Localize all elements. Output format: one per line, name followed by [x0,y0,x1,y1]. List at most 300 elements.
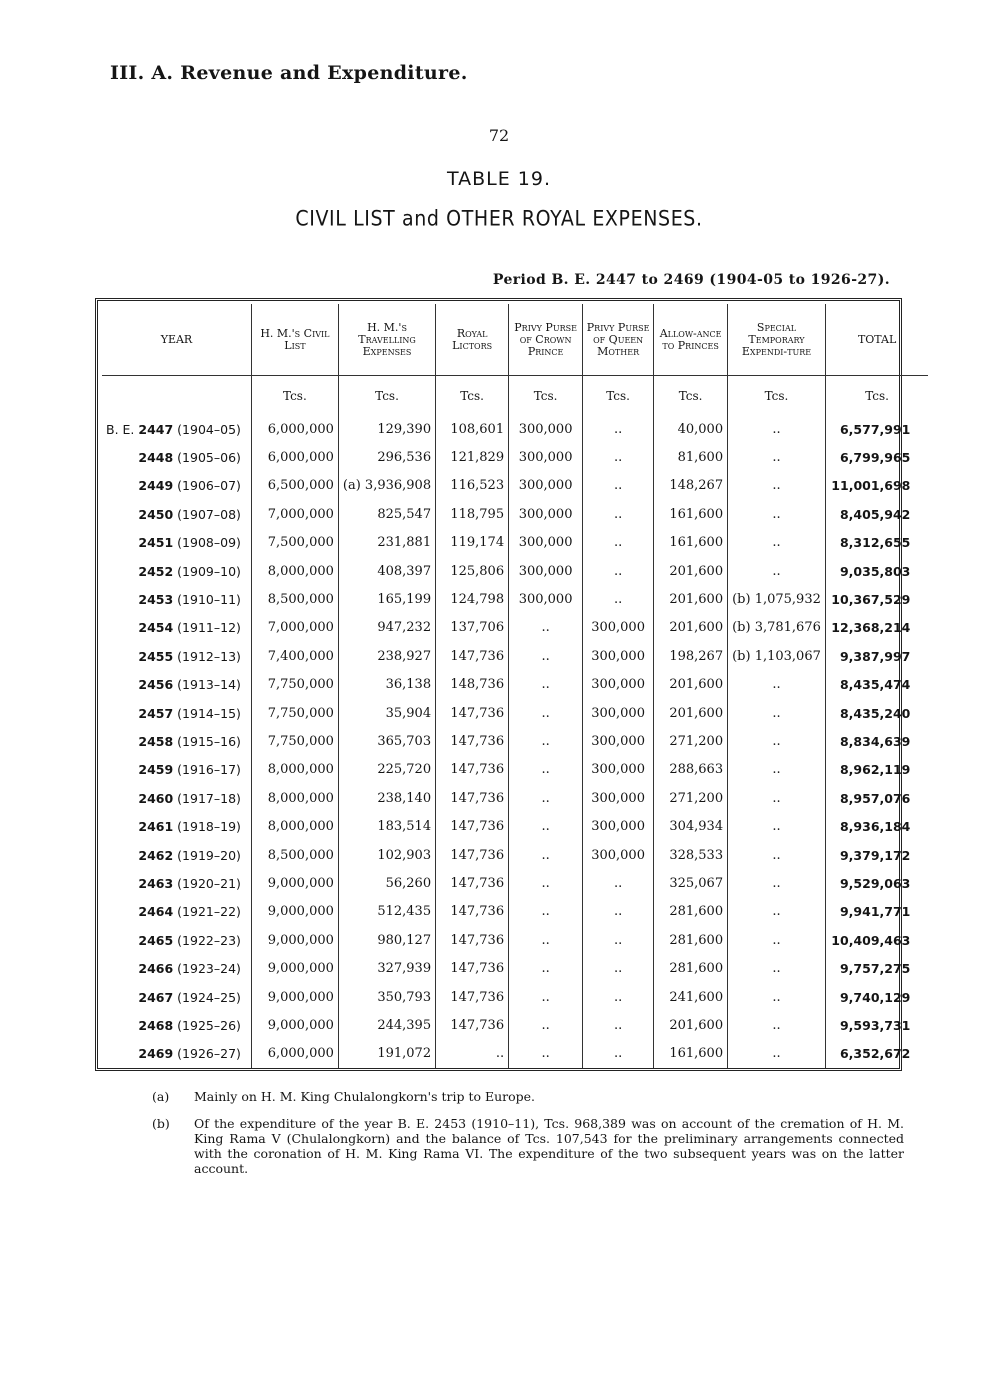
year-be: 2450 [138,506,174,522]
footnote-b-text: Of the expenditure of the year B. E. 2453 (1910–11), Tcs. 968,389 was on account of the cremation of H. M. King Rama V (Chulalongkorn) and the balance of Tcs. 107,543 for the preliminary arrangements connected with the coronation of H. M. King Rama VI. The expenditure of the two subsequent years was on the latter account. [194,1116,904,1176]
cell-year [102,642,251,670]
cell-crown-prince: 300,000 [509,500,583,528]
cell-year [102,500,251,528]
table-row [102,1011,928,1039]
year-be: 2460 [138,790,174,806]
cell-civil-list: 7,750,000 [251,699,338,727]
col-header-travelling-expenses: H. M.'s Travelling Expenses [338,304,435,376]
year-be: 2459 [138,762,174,778]
table-row [102,784,928,812]
year-ad: (1906–07) [177,478,241,494]
cell-total: 9,035,803 [825,557,928,585]
cell-year [102,756,251,784]
cell-civil-list: 7,000,000 [251,500,338,528]
cell-crown-prince: .. [509,812,583,840]
cell-royal-lictors: 119,174 [436,529,509,557]
year-be: 2461 [138,819,174,835]
cell-princes: 198,267 [654,642,728,670]
cell-crown-prince: .. [509,841,583,869]
table-row [102,898,928,926]
cell-crown-prince: .. [509,727,583,755]
cell-princes: 201,600 [654,671,728,699]
cell-total: 8,957,076 [825,784,928,812]
cell-royal-lictors: 147,736 [436,756,509,784]
cell-special: .. [728,784,826,812]
year-ad: (1923–24) [177,961,241,977]
cell-special: (b) 1,075,932 [728,585,826,613]
cell-civil-list: 8,500,000 [251,585,338,613]
year-be: 2453 [138,592,174,608]
year-be: 2464 [138,904,174,920]
col-header-total: TOTAL [825,304,928,376]
cell-special: .. [728,557,826,585]
cell-total: 8,962,119 [825,756,928,784]
table-row [102,614,928,642]
cell-royal-lictors: 124,798 [436,585,509,613]
cell-crown-prince: .. [509,642,583,670]
cell-total: 11,001,698 [825,472,928,500]
cell-royal-lictors: 147,736 [436,784,509,812]
cell-special: .. [728,699,826,727]
cell-total: 8,405,942 [825,500,928,528]
year-ad: (1916–17) [177,762,241,778]
year-ad: (1914–15) [177,705,241,721]
cell-special: .. [728,1011,826,1039]
unit-cell: Tcs. [436,376,509,416]
cell-civil-list: 7,400,000 [251,642,338,670]
cell-royal-lictors: 147,736 [436,954,509,982]
cell-queen-mother: 300,000 [583,812,654,840]
table-row [102,869,928,897]
cell-royal-lictors: 137,706 [436,614,509,642]
unit-cell: Tcs. [728,376,826,416]
cell-royal-lictors: 147,736 [436,642,509,670]
cell-year [102,529,251,557]
year-be: 2458 [138,733,174,749]
col-header-special: Special Temporary Expendi-ture [728,304,826,376]
cell-total: 8,435,240 [825,699,928,727]
cell-princes: 161,600 [654,529,728,557]
cell-queen-mother: 300,000 [583,614,654,642]
cell-year [102,784,251,812]
cell-civil-list: 8,000,000 [251,557,338,585]
table-row [102,727,928,755]
cell-travelling-expenses: 238,927 [338,642,435,670]
cell-crown-prince: .. [509,784,583,812]
year-be: 2455 [138,648,174,664]
cell-year [102,727,251,755]
cell-princes: 161,600 [654,500,728,528]
cell-princes: 201,600 [654,557,728,585]
cell-crown-prince: .. [509,756,583,784]
footnote-b [152,1116,904,1176]
cell-total: 10,367,529 [825,585,928,613]
cell-princes: 201,600 [654,699,728,727]
table-row [102,500,928,528]
cell-crown-prince: .. [509,1040,583,1068]
cell-royal-lictors: .. [436,1040,509,1068]
cell-total: 12,368,214 [825,614,928,642]
cell-special: .. [728,954,826,982]
cell-princes: 40,000 [654,415,728,443]
cell-queen-mother: .. [583,869,654,897]
year-ad: (1922–23) [177,932,241,948]
cell-total: 8,435,474 [825,671,928,699]
cell-civil-list: 6,000,000 [251,443,338,471]
cell-travelling-expenses: 56,260 [338,869,435,897]
units-row [102,376,928,416]
cell-queen-mother: .. [583,585,654,613]
cell-total: 8,936,184 [825,812,928,840]
cell-crown-prince: .. [509,671,583,699]
cell-princes: 201,600 [654,585,728,613]
cell-travelling-expenses: 129,390 [338,415,435,443]
cell-special: .. [728,1040,826,1068]
cell-crown-prince: .. [509,699,583,727]
cell-royal-lictors: 147,736 [436,898,509,926]
cell-total: 9,740,129 [825,983,928,1011]
cell-travelling-expenses: 238,140 [338,784,435,812]
cell-special: (b) 1,103,067 [728,642,826,670]
year-ad: (1926–27) [177,1046,241,1062]
page-number: 72 [488,126,510,145]
cell-year [102,869,251,897]
cell-civil-list: 8,000,000 [251,812,338,840]
cell-travelling-expenses: 825,547 [338,500,435,528]
year-ad: (1912–13) [177,648,241,664]
cell-special: .. [728,671,826,699]
unit-cell: Tcs. [825,376,928,416]
year-ad: (1913–14) [177,677,241,693]
cell-travelling-expenses: 102,903 [338,841,435,869]
footnote-b-mark: (b) [152,1116,170,1131]
cell-queen-mother: 300,000 [583,784,654,812]
year-be: 2451 [138,535,174,551]
cell-princes: 328,533 [654,841,728,869]
table-row [102,954,928,982]
cell-civil-list: 9,000,000 [251,869,338,897]
cell-queen-mother: 300,000 [583,642,654,670]
year-be: 2454 [138,620,174,636]
cell-special: .. [728,500,826,528]
cell-year [102,1011,251,1039]
cell-travelling-expenses: 183,514 [338,812,435,840]
cell-civil-list: 8,500,000 [251,841,338,869]
cell-total: 9,941,771 [825,898,928,926]
cell-total: 8,312,655 [825,529,928,557]
col-header-royal-lictors: Royal Lictors [436,304,509,376]
cell-royal-lictors: 116,523 [436,472,509,500]
cell-civil-list: 8,000,000 [251,784,338,812]
cell-travelling-expenses: 225,720 [338,756,435,784]
year-be: 2469 [138,1046,174,1062]
cell-crown-prince: 300,000 [509,443,583,471]
cell-year [102,954,251,982]
cell-travelling-expenses: 327,939 [338,954,435,982]
cell-travelling-expenses: 35,904 [338,699,435,727]
cell-year [102,585,251,613]
table-title: CIVIL LIST and OTHER ROYAL EXPENSES. [295,206,703,232]
year-ad: (1915–16) [177,733,241,749]
year-ad: (1921–22) [177,904,241,920]
col-header-civil-list: H. M.'s Civil List [251,304,338,376]
cell-royal-lictors: 147,736 [436,841,509,869]
cell-travelling-expenses: (a) 3,936,908 [338,472,435,500]
cell-queen-mother: .. [583,1011,654,1039]
cell-total: 6,352,672 [825,1040,928,1068]
cell-total: 9,529,063 [825,869,928,897]
year-ad: (1919–20) [177,847,241,863]
cell-royal-lictors: 108,601 [436,415,509,443]
cell-royal-lictors: 118,795 [436,500,509,528]
table-row [102,472,928,500]
cell-travelling-expenses: 512,435 [338,898,435,926]
cell-crown-prince: 300,000 [509,415,583,443]
cell-princes: 288,663 [654,756,728,784]
cell-travelling-expenses: 191,072 [338,1040,435,1068]
cell-special: .. [728,869,826,897]
year-ad: (1907–08) [177,506,241,522]
cell-royal-lictors: 148,736 [436,671,509,699]
unit-cell: Tcs. [509,376,583,416]
table-row [102,983,928,1011]
cell-total: 9,593,731 [825,1011,928,1039]
cell-royal-lictors: 147,736 [436,812,509,840]
cell-crown-prince: .. [509,614,583,642]
cell-special: .. [728,529,826,557]
cell-civil-list: 9,000,000 [251,983,338,1011]
cell-royal-lictors: 147,736 [436,926,509,954]
cell-royal-lictors: 147,736 [436,727,509,755]
cell-year [102,699,251,727]
cell-princes: 281,600 [654,954,728,982]
year-be: 2462 [138,847,174,863]
unit-cell: Tcs. [338,376,435,416]
table-row [102,812,928,840]
cell-crown-prince: 300,000 [509,529,583,557]
cell-royal-lictors: 147,736 [436,699,509,727]
col-header-year: YEAR [102,304,251,376]
year-ad: (1905–06) [177,450,241,466]
cell-queen-mother: 300,000 [583,756,654,784]
year-be: 2457 [138,705,174,721]
year-ad: (1925–26) [177,1017,241,1033]
cell-total: 10,409,463 [825,926,928,954]
cell-princes: 281,600 [654,898,728,926]
cell-civil-list: 7,500,000 [251,529,338,557]
cell-crown-prince: .. [509,983,583,1011]
cell-princes: 271,200 [654,727,728,755]
cell-total: 6,799,965 [825,443,928,471]
col-header-crown-prince: Privy Purse of Crown Prince [509,304,583,376]
col-header-queen-mother: Privy Purse of Queen Mother [583,304,654,376]
year-ad: (1910–11) [177,592,241,608]
cell-special: .. [728,841,826,869]
cell-travelling-expenses: 350,793 [338,983,435,1011]
cell-queen-mother: .. [583,983,654,1011]
cell-princes: 241,600 [654,983,728,1011]
table-row [102,443,928,471]
cell-princes: 81,600 [654,443,728,471]
cell-crown-prince: .. [509,898,583,926]
cell-year [102,983,251,1011]
cell-special: .. [728,472,826,500]
cell-queen-mother: .. [583,529,654,557]
cell-travelling-expenses: 36,138 [338,671,435,699]
cell-civil-list: 6,000,000 [251,415,338,443]
cell-special: .. [728,415,826,443]
table-row [102,415,928,443]
cell-crown-prince: 300,000 [509,557,583,585]
cell-royal-lictors: 147,736 [436,983,509,1011]
cell-princes: 201,600 [654,614,728,642]
cell-year [102,926,251,954]
cell-year [102,443,251,471]
cell-queen-mother: .. [583,954,654,982]
cell-princes: 304,934 [654,812,728,840]
year-be: 2448 [138,450,174,466]
year-ad: (1920–21) [177,875,241,891]
year-ad: (1924–25) [177,989,241,1005]
cell-civil-list: 9,000,000 [251,926,338,954]
unit-cell: Tcs. [251,376,338,416]
cell-queen-mother: 300,000 [583,671,654,699]
cell-royal-lictors: 125,806 [436,557,509,585]
cell-special: .. [728,756,826,784]
table-row [102,1040,928,1068]
year-be: 2466 [138,961,174,977]
year-ad: (1904–05) [177,421,241,437]
cell-travelling-expenses: 231,881 [338,529,435,557]
cell-queen-mother: 300,000 [583,841,654,869]
year-be: 2447 [138,421,174,437]
cell-year [102,415,251,443]
cell-civil-list: 8,000,000 [251,756,338,784]
cell-total: 9,757,275 [825,954,928,982]
cell-total: 6,577,991 [825,415,928,443]
year-be: 2449 [138,478,174,494]
cell-total: 9,379,172 [825,841,928,869]
footnote-a-text: Mainly on H. M. King Chulalongkorn's trip to Europe. [194,1089,536,1104]
year-be: 2468 [138,1017,174,1033]
cell-year [102,898,251,926]
table-row [102,642,928,670]
cell-total: 9,387,997 [825,642,928,670]
year-prefix: B. E. [106,421,135,437]
cell-travelling-expenses: 244,395 [338,1011,435,1039]
cell-queen-mother: .. [583,1040,654,1068]
cell-princes: 325,067 [654,869,728,897]
cell-year [102,614,251,642]
cell-year [102,557,251,585]
cell-princes: 148,267 [654,472,728,500]
cell-civil-list: 7,750,000 [251,671,338,699]
cell-special: .. [728,727,826,755]
cell-queen-mother: .. [583,500,654,528]
table-row [102,585,928,613]
cell-special: (b) 3,781,676 [728,614,826,642]
table-row [102,926,928,954]
year-be: 2465 [138,932,174,948]
cell-total: 8,834,639 [825,727,928,755]
cell-princes: 281,600 [654,926,728,954]
cell-royal-lictors: 121,829 [436,443,509,471]
cell-civil-list: 9,000,000 [251,898,338,926]
unit-cell: Tcs. [654,376,728,416]
cell-queen-mother: 300,000 [583,699,654,727]
unit-cell [102,376,251,416]
year-be: 2452 [138,563,174,579]
cell-civil-list: 9,000,000 [251,954,338,982]
cell-special: .. [728,443,826,471]
cell-travelling-expenses: 165,199 [338,585,435,613]
cell-travelling-expenses: 408,397 [338,557,435,585]
cell-queen-mother: 300,000 [583,727,654,755]
cell-travelling-expenses: 296,536 [338,443,435,471]
cell-civil-list: 6,000,000 [251,1040,338,1068]
table-row [102,699,928,727]
year-ad: (1909–10) [177,563,241,579]
table-row [102,841,928,869]
table-row [102,529,928,557]
cell-princes: 201,600 [654,1011,728,1039]
cell-queen-mother: .. [583,926,654,954]
year-be: 2456 [138,677,174,693]
col-header-princes: Allow-ance to Princes [654,304,728,376]
cell-crown-prince: 300,000 [509,472,583,500]
year-ad: (1918–19) [177,819,241,835]
cell-royal-lictors: 147,736 [436,869,509,897]
cell-princes: 271,200 [654,784,728,812]
cell-travelling-expenses: 365,703 [338,727,435,755]
cell-year [102,1040,251,1068]
table-row [102,671,928,699]
year-ad: (1917–18) [177,790,241,806]
year-ad: (1911–12) [177,620,241,636]
cell-travelling-expenses: 947,232 [338,614,435,642]
table-row [102,557,928,585]
cell-queen-mother: .. [583,472,654,500]
header-row [102,304,928,376]
cell-special: .. [728,926,826,954]
footnote-a [152,1089,904,1104]
cell-civil-list: 9,000,000 [251,1011,338,1039]
period-line: Period B. E. 2447 to 2469 (1904-05 to 1926-27). [492,272,890,288]
cell-queen-mother: .. [583,898,654,926]
cell-queen-mother: .. [583,557,654,585]
cell-year [102,671,251,699]
cell-special: .. [728,898,826,926]
cell-civil-list: 6,500,000 [251,472,338,500]
section-heading: III. A. Revenue and Expenditure. [110,62,468,84]
cell-civil-list: 7,000,000 [251,614,338,642]
table-row [102,756,928,784]
cell-crown-prince: .. [509,1011,583,1039]
cell-year [102,841,251,869]
cell-civil-list: 7,750,000 [251,727,338,755]
year-ad: (1908–09) [177,535,241,551]
cell-princes: 161,600 [654,1040,728,1068]
cell-year [102,472,251,500]
cell-travelling-expenses: 980,127 [338,926,435,954]
cell-crown-prince: .. [509,954,583,982]
cell-crown-prince: 300,000 [509,585,583,613]
cell-queen-mother: .. [583,415,654,443]
cell-crown-prince: .. [509,869,583,897]
cell-crown-prince: .. [509,926,583,954]
year-be: 2467 [138,989,174,1005]
cell-special: .. [728,812,826,840]
